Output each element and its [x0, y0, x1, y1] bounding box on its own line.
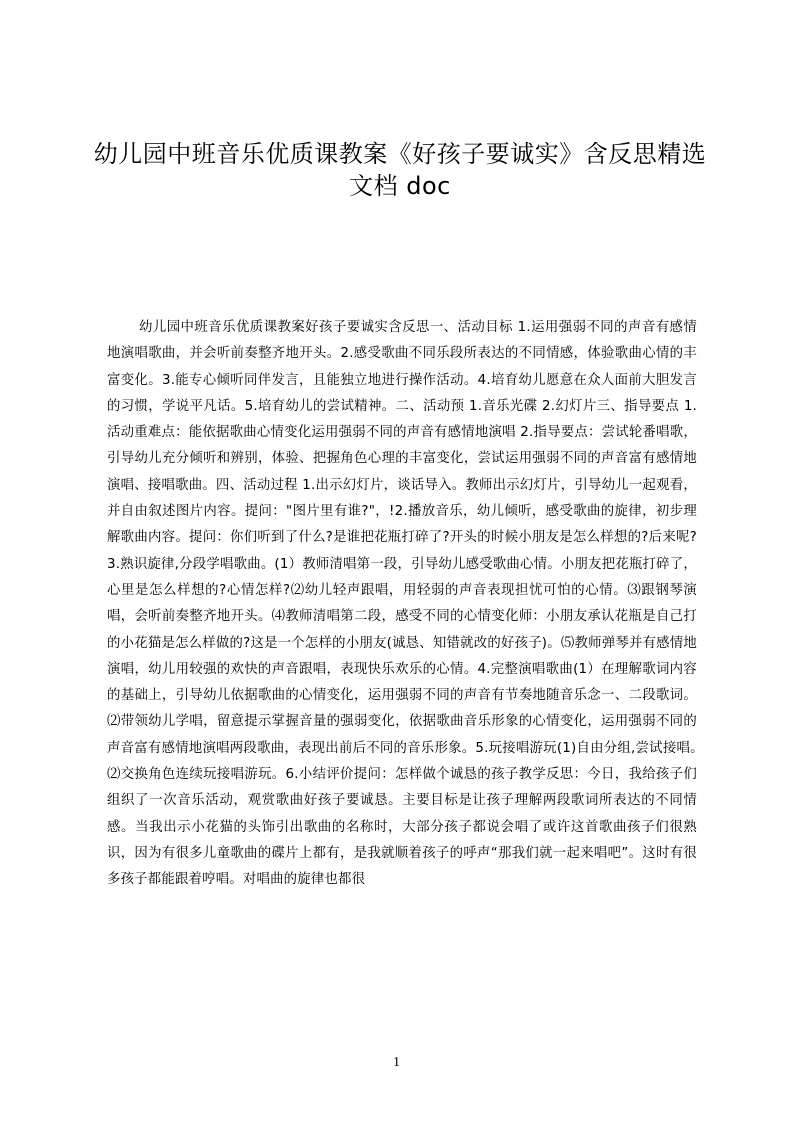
document-title: 幼儿园中班音乐优质课教案《好孩子要诚实》含反思精选文档 doc: [93, 140, 707, 200]
document-body-paragraph: 幼儿园中班音乐优质课教案好孩子要诚实含反思一、活动目标 1.运用强弱不同的声音有感情地演唱歌曲，并会听前奏整齐地开头。2.感受歌曲不同乐段所表达的不同情感，体验歌曲心情的丰富变化。3.能专心倾听同伴发言，且能独立地进行操作活动。4.培育幼儿愿意在众人面前大胆发言的习惯，学说平凡话。5.培育幼儿的尝试精神。二、活动预 1.音乐光碟 2.幻灯片三、指导要点 1.活动重难点：能依据歌曲心情变化运用强弱不同的声音有感情地演唱 2.指导要点：尝试轮番唱歌，引导幼儿充分倾听和辨别，体验、把握角色心理的丰富变化，尝试运用强弱不同的声音富有感情地演唱、接唱歌曲。四、活动过程 1.出示幻灯片，谈话导入。教师出示幻灯片，引导幼儿一起观看，并自由叙述图片内容。提问："图片里有谁?"，!2.播放音乐，幼儿倾听，感受歌曲的旋律，初步理解歌曲内容。提问：你们听到了什么?是谁把花瓶打碎了?开头的时候小朋友是怎么样想的?后来呢?3.熟识旋律,分段学唱歌曲。(1）教师清唱第一段，引导幼儿感受歌曲心情。小朋友把花瓶打碎了，心里是怎么样想的?心情怎样?⑵幼儿轻声跟唱，用轻弱的声音表现担忧可怕的心情。⑶跟钢琴演唱，会听前奏整齐地开头。⑷教师清唱第二段，感受不同的心情变化师：小朋友承认花瓶是自己打的小花猫是怎么样做的?这是一个怎样的小朋友(诚恳、知错就改的好孩子)。⑸教师弹琴并有感情地演唱，幼儿用较强的欢快的声音跟唱，表现快乐欢乐的心情。4.完整演唱歌曲(1）在理解歌词内容的基础上，引导幼儿依据歌曲的心情变化，运用强弱不同的声音有节奏地随音乐念一、二段歌词。⑵带领幼儿学唱，留意提示掌握音量的强弱变化，依据歌曲音乐形象的心情变化，运用强弱不同的声音富有感情地演唱两段歌曲，表现出前后不同的音乐形象。5.玩接唱游玩(1)自由分组,尝试接唱。 ⑵交换角色连续玩接唱游玩。6.小结评价提问：怎样做个诚恳的孩子教学反思：今日，我给孩子们组织了一次音乐活动，观赏歌曲好孩子要诚恳。主要目标是让孩子理解两段歌词所表达的不同情感。当我出示小花猫的头饰引出歌曲的名称时，大部分孩子都说会唱了或许这首歌曲孩子们很熟识，因为有很多儿童歌曲的碟片上都有，是我就顺着孩子的呼声“那我们就一起来唱吧”。这时有很多孩子都能跟着哼唱。对唱曲的旋律也都很: [107, 320, 711, 888]
page-number: 1: [393, 1055, 400, 1070]
